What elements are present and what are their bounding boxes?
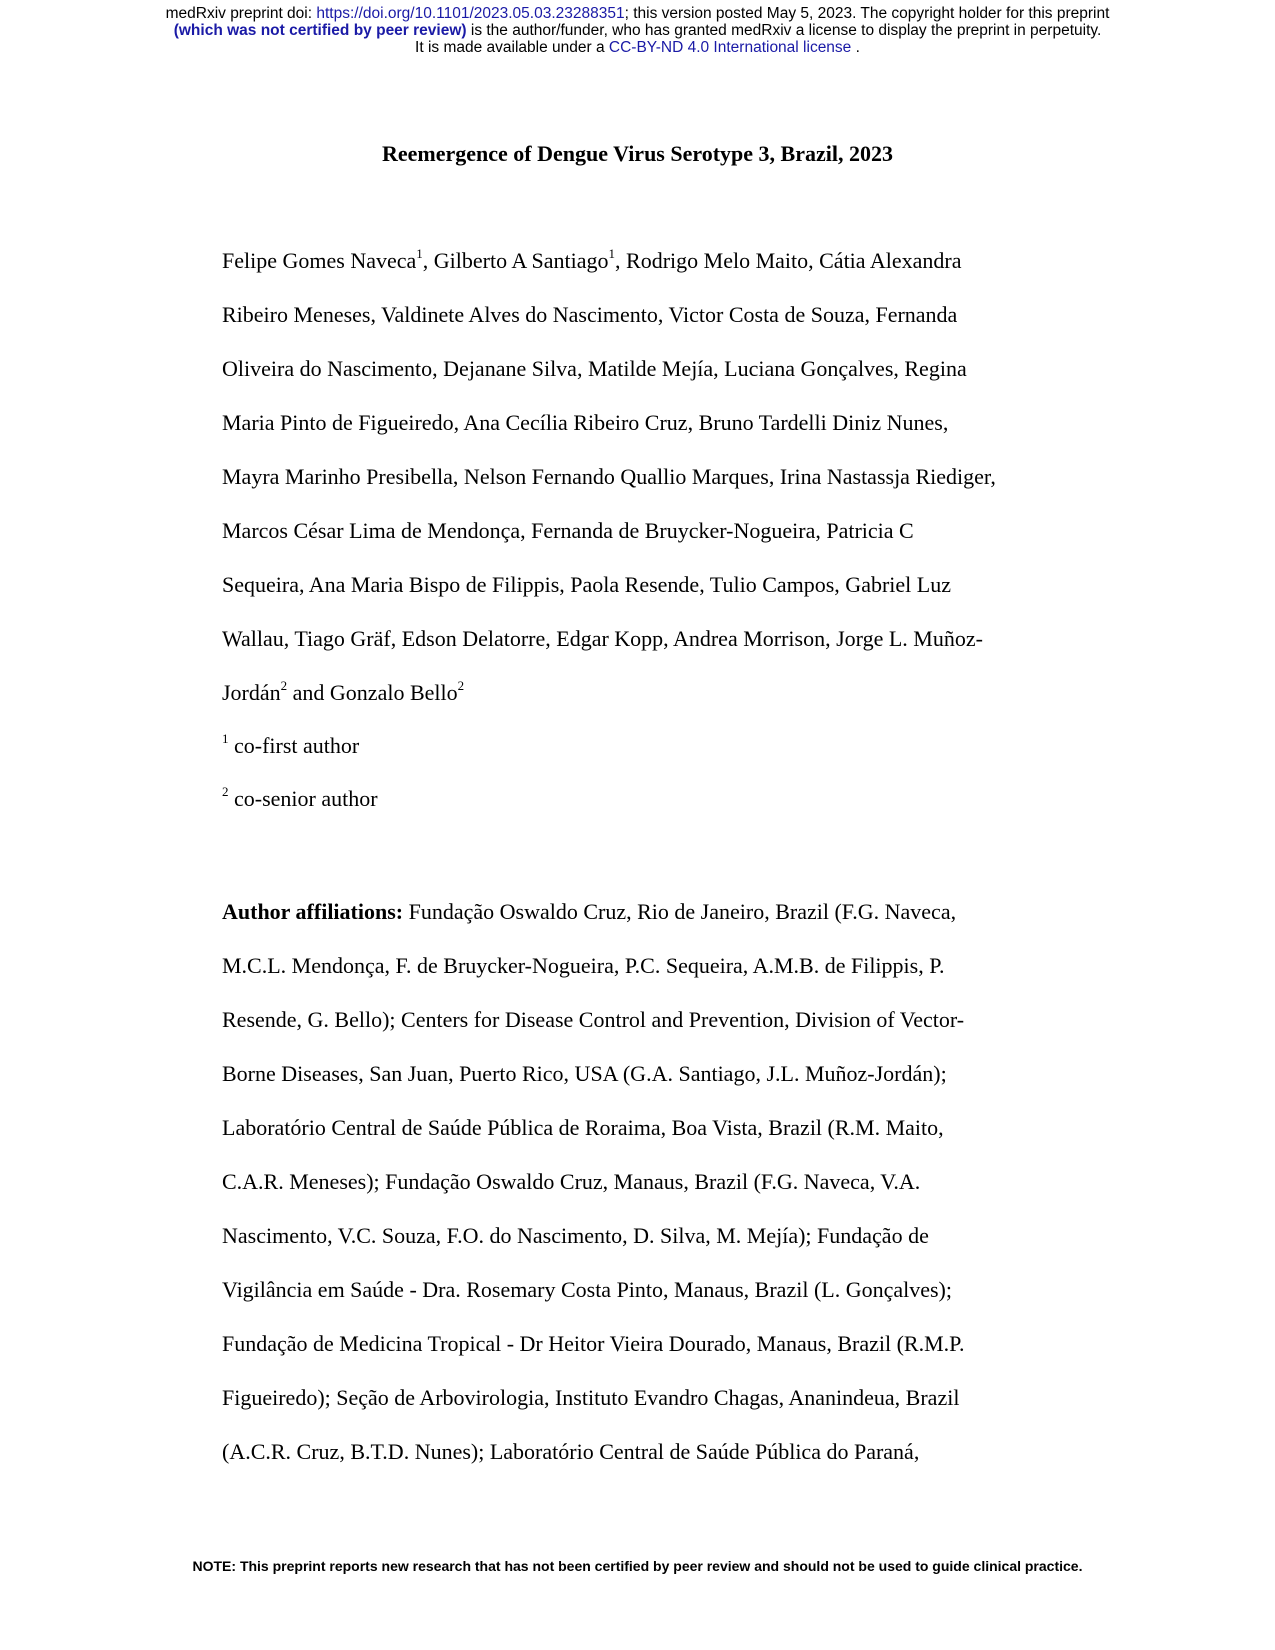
author-superscript: 1 [608, 245, 616, 261]
author-line-5: Mayra Marinho Presibella, Nelson Fernando Quallio Marques, Irina Nastassja Riediger, [222, 464, 996, 489]
affiliation-line-9: Fundação de Medicina Tropical - Dr Heitor Vieira Dourado, Manaus, Brazil (R.M.P. [222, 1331, 965, 1356]
co-first-author-note [222, 719, 1072, 772]
note-superscript: 2 [222, 783, 229, 799]
affiliation-line-6: C.A.R. Meneses); Fundação Oswaldo Cruz, Manaus, Brazil (F.G. Naveca, V.A. [222, 1169, 921, 1194]
preprint-header [0, 5, 1275, 56]
affiliation-line-4: Borne Diseases, San Juan, Puerto Rico, USA (G.A. Santiago, J.L. Muñoz-Jordán); [222, 1061, 947, 1086]
affiliation-line-5: Laboratório Central de Saúde Pública de Roraima, Boa Vista, Brazil (R.M. Maito, [222, 1115, 944, 1140]
author-line-6: Marcos César Lima de Mendonça, Fernanda de Bruycker-Nogueira, Patricia C [222, 518, 914, 543]
author-text: Felipe Gomes Naveca [222, 248, 417, 273]
author-superscript: 2 [457, 677, 465, 693]
author-line-2: Ribeiro Meneses, Valdinete Alves do Nascimento, Victor Costa de Souza, Fernanda [222, 302, 958, 327]
paper-title: Reemergence of Dengue Virus Serotype 3, Brazil, 2023 [382, 141, 893, 166]
author-line-8: Wallau, Tiago Gräf, Edson Delatorre, Edgar Kopp, Andrea Morrison, Jorge L. Muñoz- [222, 626, 983, 651]
header-line-1 [0, 5, 1275, 22]
co-senior-author-note [222, 772, 1072, 825]
peer-review-notice: (which was not certified by peer review) [173, 22, 467, 39]
license-suffix: . [851, 39, 860, 56]
author-line-1 [222, 234, 1072, 288]
header-prefix: medRxiv preprint doi: [165, 5, 317, 22]
license-link[interactable]: CC-BY-ND 4.0 International license [608, 39, 852, 56]
note-text: co-first author [228, 733, 360, 758]
author-text: Jordán [222, 680, 281, 705]
affiliation-line-8: Vigilância em Saúde - Dra. Rosemary Costa Pinto, Manaus, Brazil (L. Gonçalves); [222, 1277, 952, 1302]
author-text: , Gilberto A Santiago [422, 248, 609, 273]
affiliation-text: Fundação Oswaldo Cruz, Rio de Janeiro, Brazil (F.G. Naveca, [403, 899, 957, 924]
affiliation-line-10: Figueiredo); Seção de Arbovirologia, Instituto Evandro Chagas, Ananindeua, Brazil [222, 1385, 960, 1410]
author-text: and Gonzalo Bello [287, 680, 458, 705]
affiliation-line-1 [222, 885, 1072, 939]
doi-link[interactable]: https://doi.org/10.1101/2023.05.03.23288351 [316, 5, 625, 22]
license-prefix: It is made available under a [415, 39, 609, 56]
affiliation-line-7: Nascimento, V.C. Souza, F.O. do Nascimento, D. Silva, M. Mejía); Fundação de [222, 1223, 929, 1248]
author-superscript: 2 [280, 677, 288, 693]
author-line-9 [222, 666, 1072, 719]
affiliations-label: Author affiliations: [222, 899, 404, 924]
author-text: , Rodrigo Melo Maito, Cátia Alexandra [615, 248, 962, 273]
author-affiliations [222, 885, 1072, 1479]
header-line-3 [0, 39, 1275, 56]
affiliation-line-3: Resende, G. Bello); Centers for Disease Control and Prevention, Division of Vector- [222, 1007, 965, 1032]
license-grant-text: is the author/funder, who has granted medRxiv a license to display the preprint in perpetuity. [466, 22, 1102, 39]
note-text: co-senior author [228, 786, 378, 811]
affiliation-line-2: M.C.L. Mendonça, F. de Bruycker-Nogueira, P.C. Sequeira, A.M.B. de Filippis, P. [222, 953, 945, 978]
author-line-7: Sequeira, Ana Maria Bispo de Filippis, Paola Resende, Tulio Campos, Gabriel Luz [222, 572, 951, 597]
header-version-text: ; this version posted May 5, 2023. The copyright holder for this preprint [624, 5, 1110, 22]
author-line-4: Maria Pinto de Figueiredo, Ana Cecília Ribeiro Cruz, Bruno Tardelli Diniz Nunes, [222, 410, 949, 435]
affiliation-line-11: (A.C.R. Cruz, B.T.D. Nunes); Laboratório Central de Saúde Pública do Paraná, [222, 1439, 920, 1464]
header-line-2 [0, 22, 1275, 39]
author-list [222, 234, 1072, 825]
author-line-3: Oliveira do Nascimento, Dejanane Silva, Matilde Mejía, Luciana Gonçalves, Regina [222, 356, 967, 381]
note-superscript: 1 [222, 730, 229, 746]
author-superscript: 1 [416, 245, 423, 261]
peer-review-footnote: NOTE: This preprint reports new research that has not been certified by peer review and should not be used to guide clinical practice. [192, 1558, 1083, 1574]
